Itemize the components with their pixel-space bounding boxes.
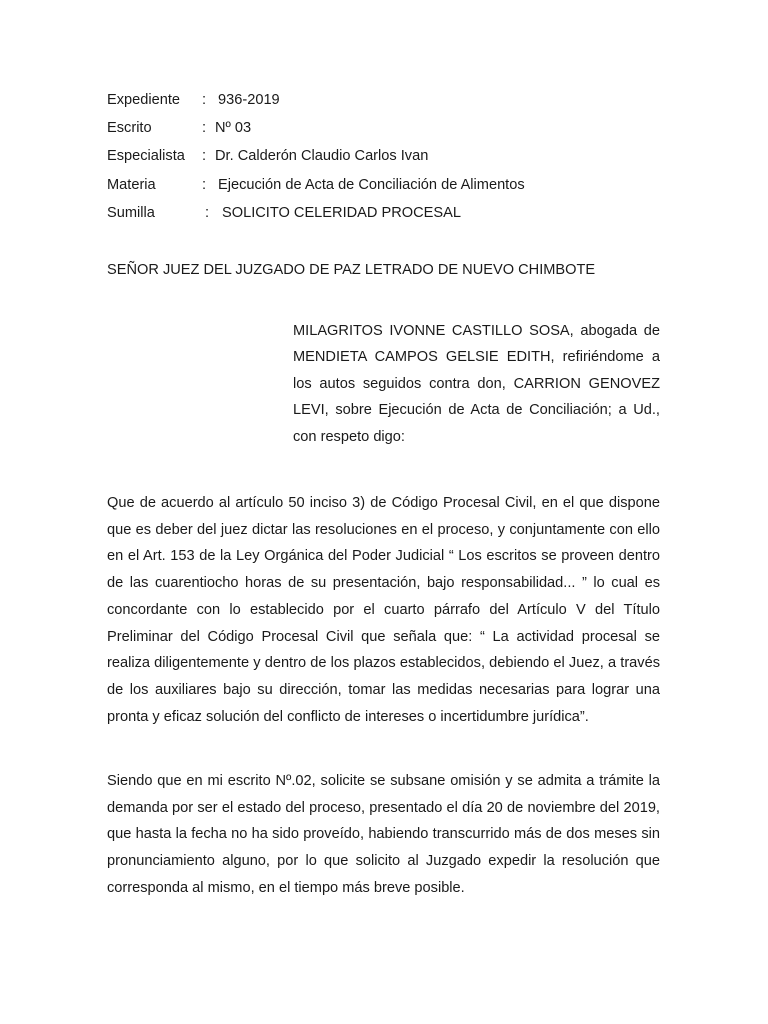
header-value: Ejecución de Acta de Conciliación de Alimentos [218, 176, 525, 193]
header-separator: : [202, 176, 207, 193]
header-label: Materia [107, 176, 156, 193]
header-row-expediente [107, 90, 667, 118]
header-label: Expediente [107, 92, 181, 108]
header-row-escrito [107, 118, 667, 146]
header-separator: : [202, 92, 207, 108]
header-value: SOLICITO CELERIDAD PROCESAL [222, 204, 461, 221]
header-label: Especialista [107, 148, 185, 165]
header-value: Nº 03 [215, 120, 252, 137]
header-separator: : [205, 204, 210, 221]
body-paragraph: Siendo que en mi escrito Nº.02, solicite se subsane omisión y se admita a trámite la demanda por ser el estado del proceso, presentado el día 20 de noviembre del 2019, que hasta la fecha no ha sido proveído, habiendo transcurrido más de dos meses sin pronunciamiento alguno, por lo que solicito al Juzgado expedir la resolución que corresponda al mismo, en el tiempo más breve posible. [107, 773, 660, 896]
header-label: Sumilla [107, 204, 155, 221]
header-label: Escrito [107, 120, 152, 137]
header-row-materia [107, 175, 667, 203]
addressee-line: SEÑOR JUEZ DEL JUZGADO DE PAZ LETRADO DE NUEVO CHIMBOTE [107, 262, 596, 278]
body-paragraph: Que de acuerdo al artículo 50 inciso 3) de Código Procesal Civil, en el que dispone que es deber del juez dictar las resoluciones en el proceso, y conjuntamente con ello en el Art. 153 de la Ley Orgánica del Poder Judicial “ Los escritos se proveen dentro de las cuarentiocho horas de su presentación, bajo responsabilidad... ” lo cual es concordante con lo establecido por el cuarto párrafo del Artículo V del Título Preliminar del Código Procesal Civil que señala que: “ La actividad procesal se realiza diligentemente y dentro de los plazos establecidos, debiendo el Juez, a través de los auxiliares bajo su dirección, tomar las medidas necesarias para lograr una pronta y eficaz solución del conflicto de intereses o incertidumbre jurídica”. [107, 495, 660, 725]
case-header [107, 90, 667, 231]
header-separator: : [202, 148, 207, 165]
header-value: 936-2019 [218, 92, 280, 108]
header-separator: : [202, 120, 207, 137]
header-row-especialista [107, 146, 667, 174]
intro-paragraph: MILAGRITOS IVONNE CASTILLO SOSA, abogada de MENDIETA CAMPOS GELSIE EDITH, refiriéndome a los autos seguidos contra don, CARRION GENOVEZ LEVI, sobre Ejecución de Acta de Conciliación; a Ud., con respeto digo: [293, 323, 660, 445]
header-row-sumilla [107, 203, 667, 231]
header-value: Dr. Calderón Claudio Carlos Ivan [215, 148, 429, 165]
